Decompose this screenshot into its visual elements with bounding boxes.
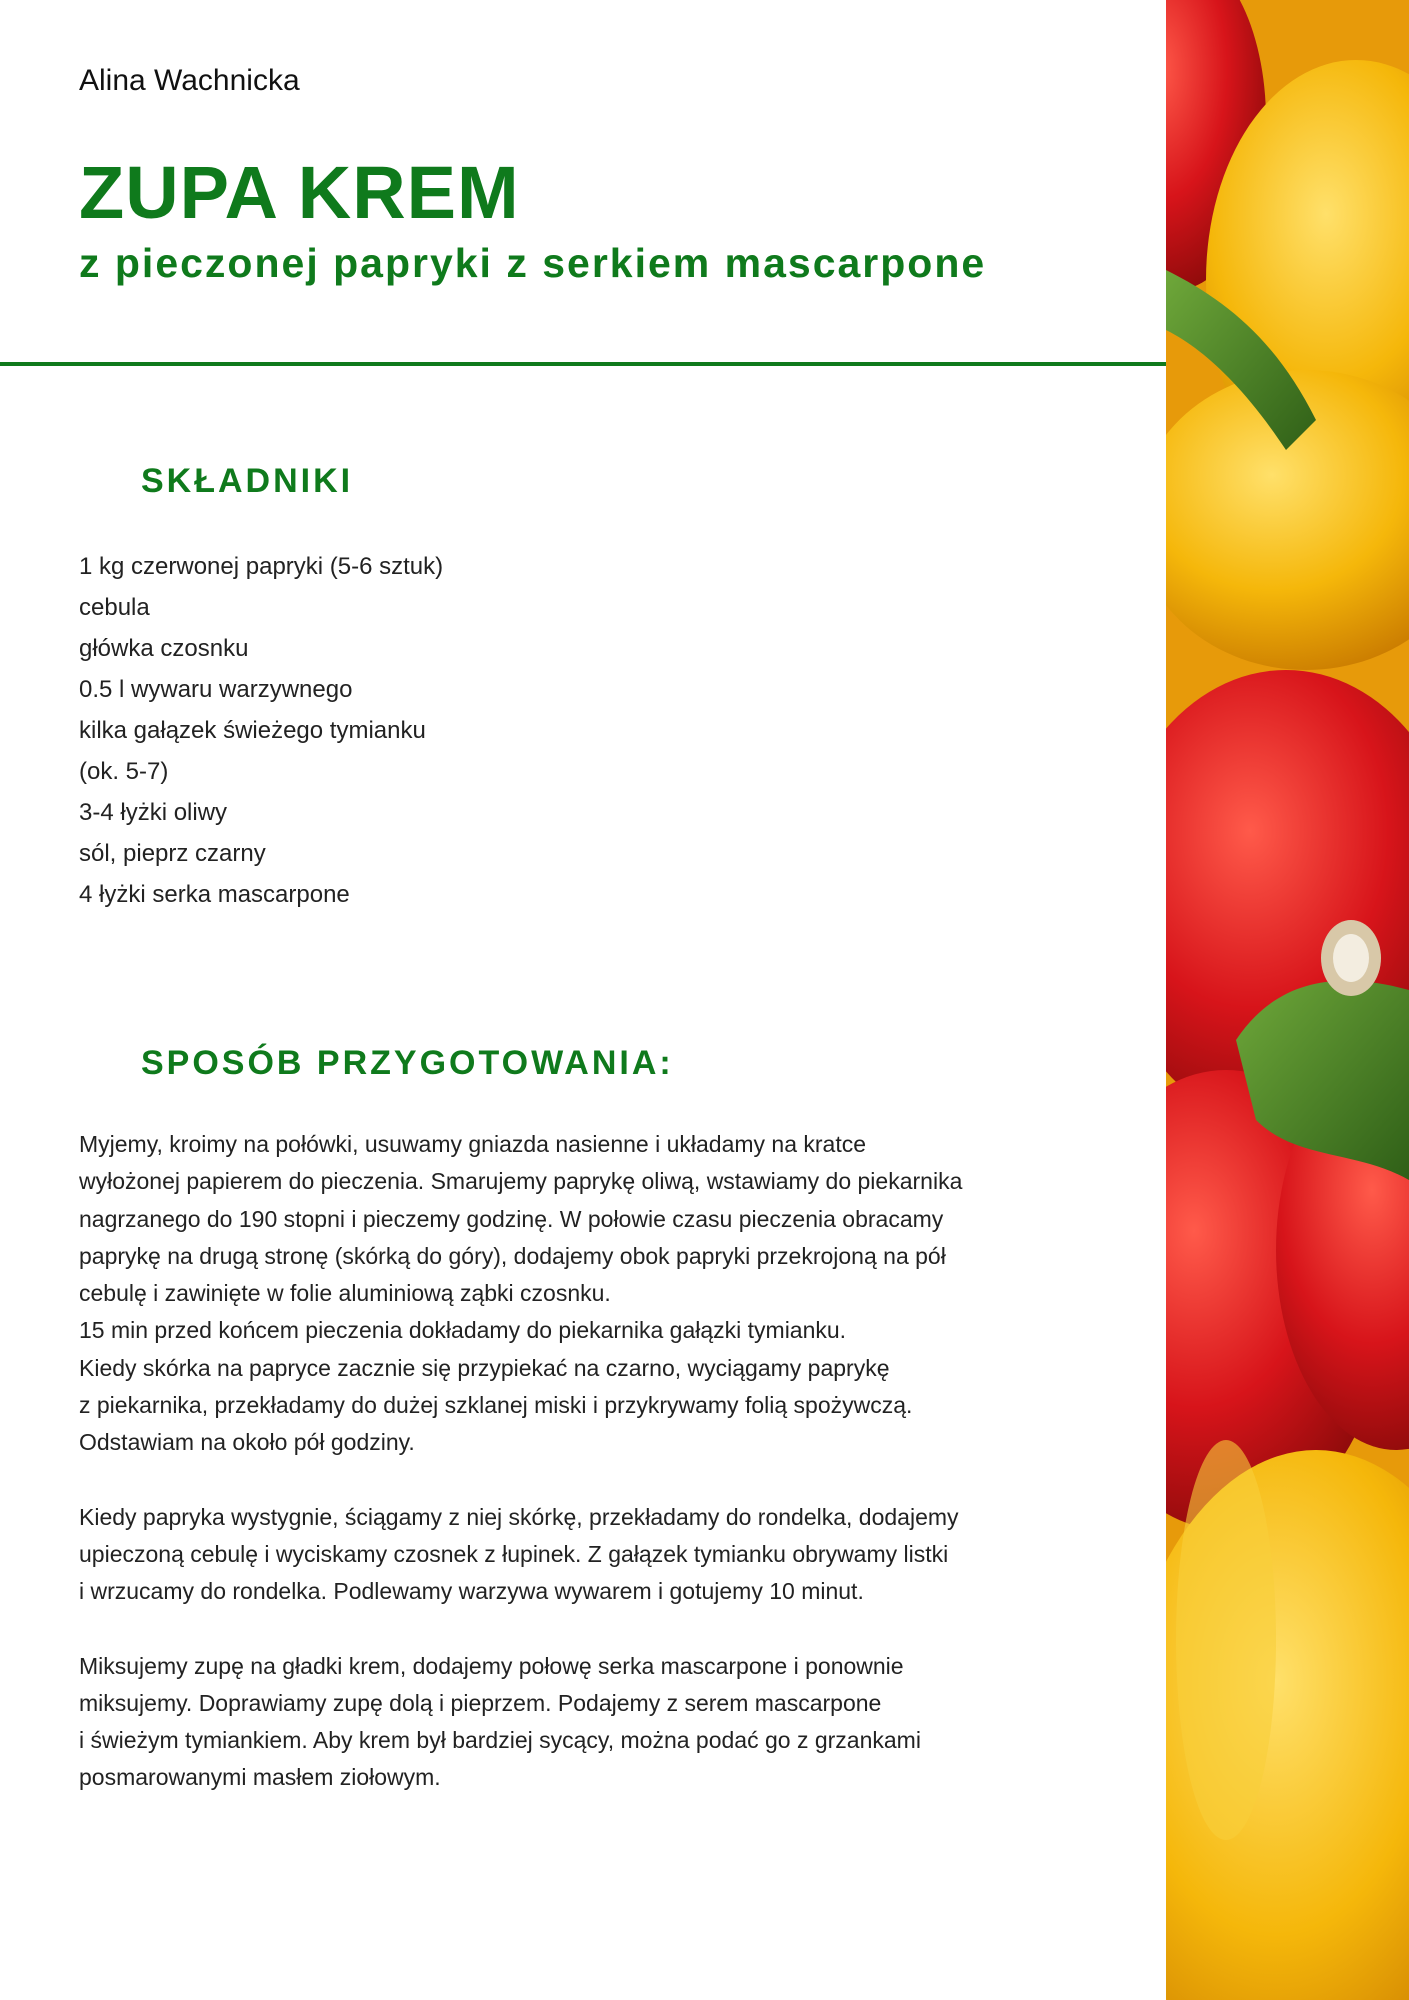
ingredient-item: 3-4 łyżki oliwy bbox=[79, 799, 228, 826]
method-line: Odstawiam na około pół godziny. bbox=[79, 1429, 415, 1456]
method-line: cebulę i zawinięte w folie aluminiową ząbki czosnku. bbox=[79, 1280, 611, 1307]
method-line: 15 min przed końcem pieczenia dokładamy do piekarnika gałązki tymianku. bbox=[79, 1317, 847, 1344]
method-paragraph bbox=[79, 1126, 1139, 1462]
method-line: Kiedy skórka na papryce zacznie się przypiekać na czarno, wyciągamy paprykę bbox=[79, 1354, 890, 1381]
method-line: i wrzucamy do rondelka. Podlewamy warzywa wywarem i gotujemy 10 minut. bbox=[79, 1578, 864, 1605]
method-heading: SPOSÓB PRZYGOTOWANIA: bbox=[141, 1044, 674, 1082]
ingredient-item: (ok. 5-7) bbox=[79, 758, 169, 785]
ingredient-item: kilka gałązek świeżego tymianku bbox=[79, 717, 426, 744]
method-line: paprykę na drugą stronę (skórką do góry), dodajemy obok papryki przekrojoną na pół bbox=[79, 1242, 946, 1269]
recipe-subtitle: z pieczonej papryki z serkiem mascarpone bbox=[79, 240, 987, 286]
author-name: Alina Wachnicka bbox=[79, 64, 300, 97]
method-paragraph bbox=[79, 1499, 1139, 1611]
method-line: Kiedy papryka wystygnie, ściągamy z niej skórkę, przekładamy do rondelka, dodajemy bbox=[79, 1503, 959, 1530]
ingredient-item: główka czosnku bbox=[79, 635, 249, 662]
method-text bbox=[79, 1126, 1139, 1834]
ingredient-item: 0.5 l wywaru warzywnego bbox=[79, 676, 353, 703]
method-line: Myjemy, kroimy na połówki, usuwamy gniazda nasienne i układamy na kratce bbox=[79, 1131, 867, 1157]
header-divider bbox=[0, 362, 1166, 366]
ingredient-item: sól, pieprz czarny bbox=[79, 840, 266, 867]
method-line: upieczoną cebulę i wyciskamy czosnek z łupinek. Z gałązek tymianku obrywamy listki bbox=[79, 1540, 949, 1567]
method-paragraph bbox=[79, 1648, 1139, 1797]
method-line: posmarowanymi masłem ziołowym. bbox=[79, 1764, 441, 1791]
ingredients-heading: SKŁADNIKI bbox=[141, 462, 354, 500]
ingredient-item: 4 łyżki serka mascarpone bbox=[79, 881, 350, 908]
ingredient-item: cebula bbox=[79, 594, 150, 621]
ingredients-list bbox=[79, 546, 443, 915]
method-line: i świeżym tymiankiem. Aby krem był bardziej sycący, można podać go z grzankami bbox=[79, 1727, 921, 1754]
peppers-photo bbox=[1166, 0, 1409, 2000]
method-line: miksujemy. Doprawiamy zupę dolą i pieprzem. Podajemy z serem mascarpone bbox=[79, 1689, 882, 1716]
method-line: Miksujemy zupę na gładki krem, dodajemy połowę serka mascarpone i ponownie bbox=[79, 1652, 904, 1679]
ingredient-item: 1 kg czerwonej papryki (5-6 sztuk) bbox=[79, 553, 444, 580]
method-line: nagrzanego do 190 stopni i pieczemy godzinę. W połowie czasu pieczenia obracamy bbox=[79, 1205, 944, 1232]
recipe-title: ZUPA KREM bbox=[79, 151, 520, 234]
method-line: z piekarnika, przekładamy do dużej szklanej miski i przykrywamy folią spożywczą. bbox=[79, 1392, 913, 1419]
method-line: wyłożonej papierem do pieczenia. Smarujemy paprykę oliwą, wstawiamy do piekarnika bbox=[79, 1168, 963, 1195]
